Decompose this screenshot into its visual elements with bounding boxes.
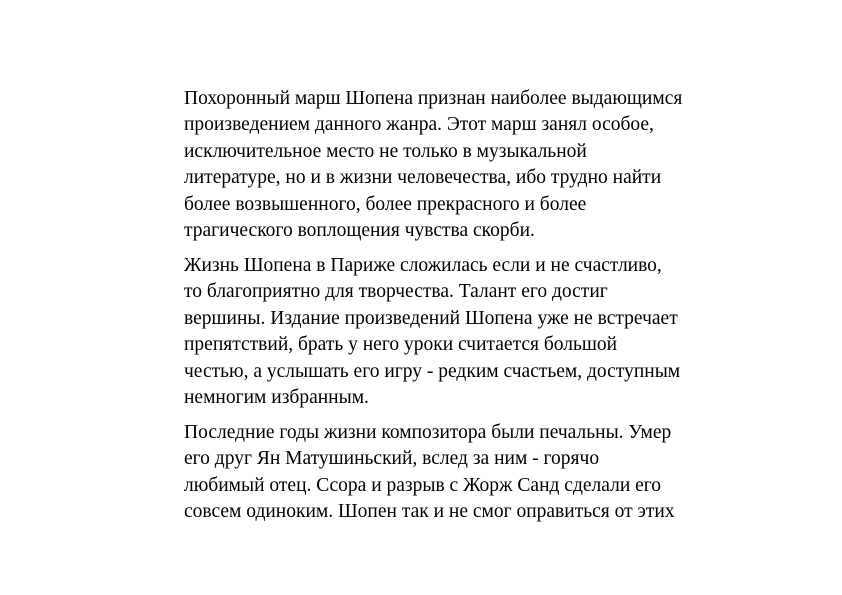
paragraph-paris-life	[184, 253, 744, 411]
text-line: исключительное место не только в музыкальной	[184, 140, 587, 162]
text-line: более возвышенного, более прекрасного и более	[184, 193, 587, 215]
text-line: честью, а услышать его игру - редким счастьем, доступным	[184, 360, 681, 382]
text-line: его друг Ян Матушиньский, вслед за ним - горячо	[184, 448, 600, 470]
text-line: Похоронный марш Шопена признан наиболее выдающимся	[184, 88, 683, 109]
text-line: совсем одиноким. Шопен так и не смог оправиться от этих	[184, 501, 675, 523]
text-line: вершины. Издание произведений Шопена уже не встречает	[184, 307, 678, 329]
text-line: трагического воплощения чувства скорби.	[184, 220, 535, 242]
paragraph-funeral-march	[184, 86, 744, 244]
text-line: литературе, но и в жизни человечества, ибо трудно найти	[184, 167, 662, 189]
text-line: то благоприятно для творчества. Талант его достиг	[184, 281, 608, 303]
text-line: Последние годы жизни композитора были печальны. Умер	[184, 421, 672, 443]
paragraph-last-years	[184, 420, 744, 526]
text-line: немногим избранным.	[184, 386, 369, 408]
body-text	[184, 86, 744, 534]
text-line: произведением данного жанра. Этот марш занял особое,	[184, 114, 654, 136]
text-line: любимый отец. Ссора и разрыв с Жорж Санд сделали его	[184, 474, 662, 496]
text-line: препятствий, брать у него уроки считается большой	[184, 334, 618, 356]
text-line: Жизнь Шопена в Париже сложилась если и не счастливо,	[184, 254, 662, 276]
